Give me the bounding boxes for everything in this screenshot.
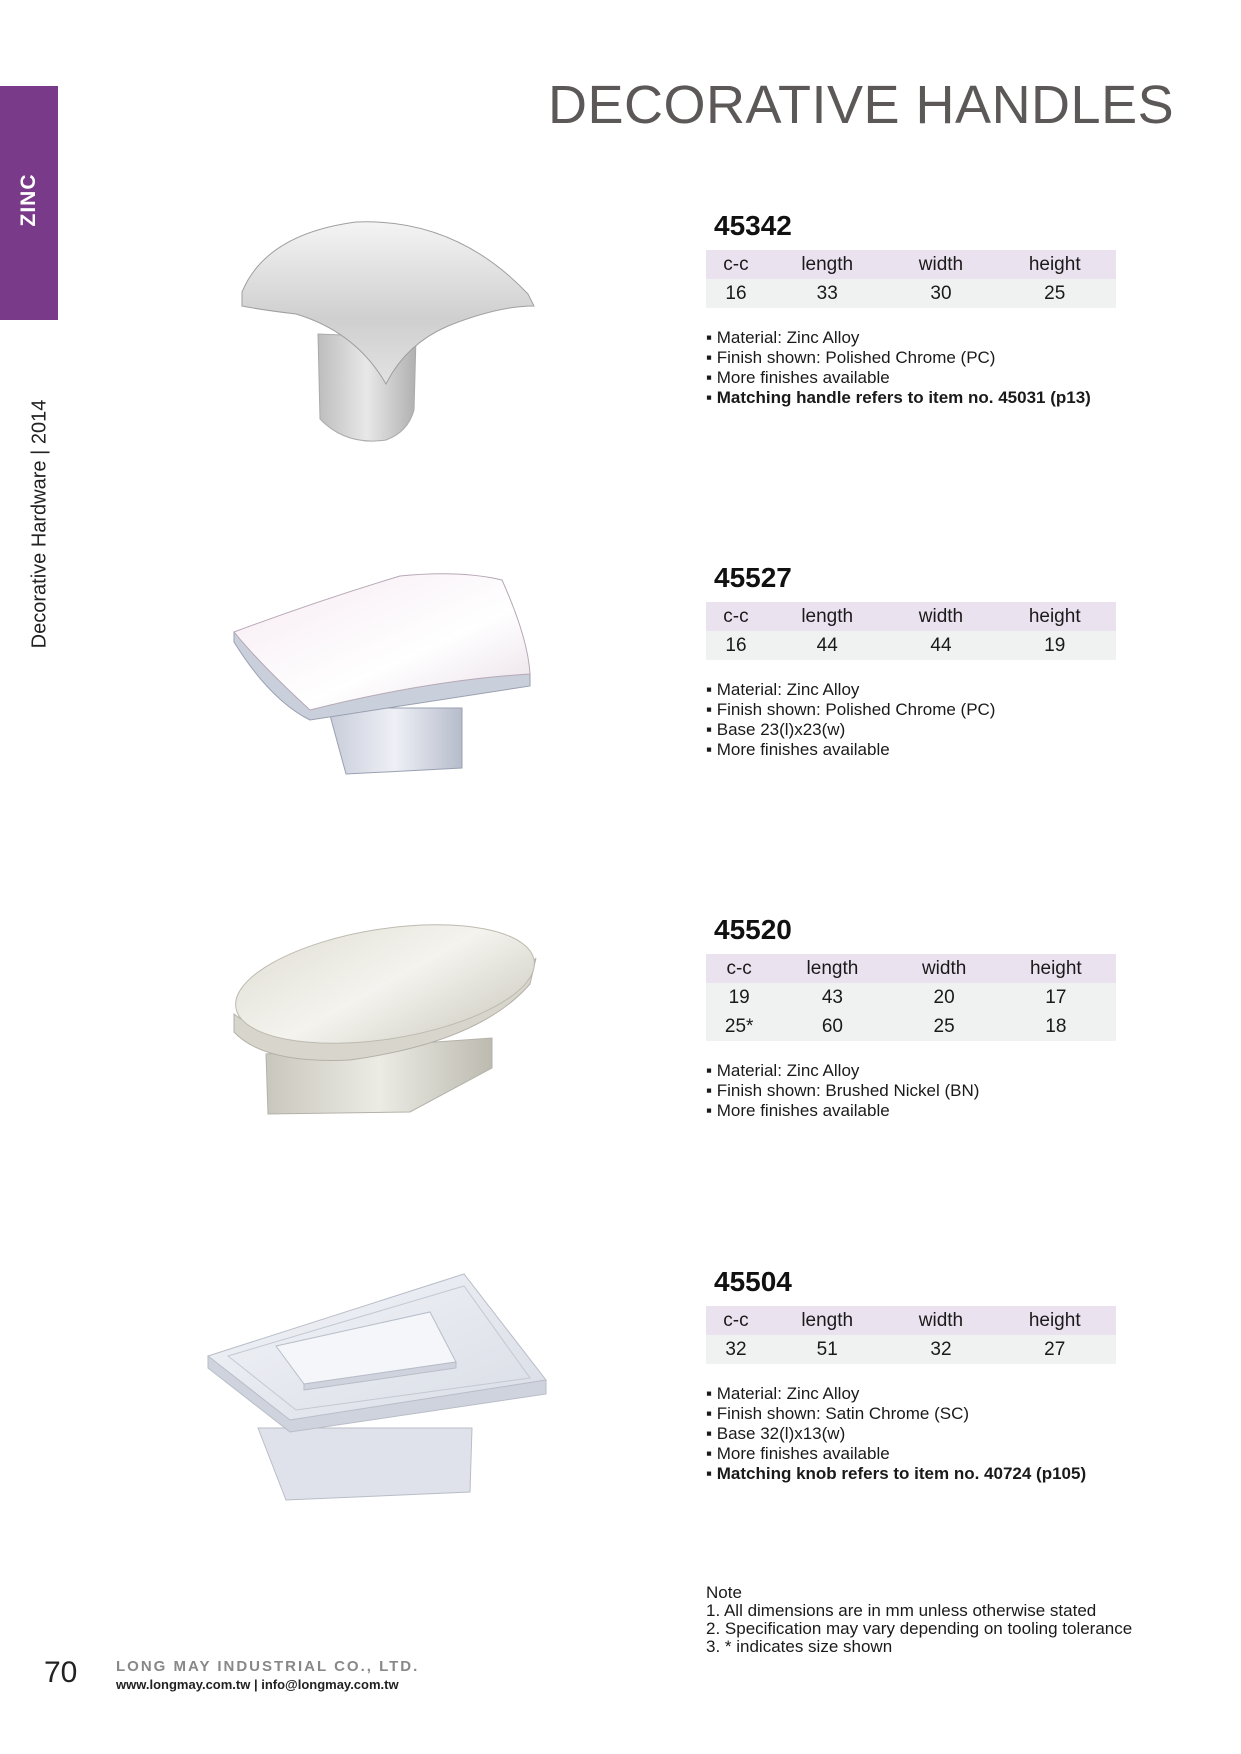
width-value: 25	[893, 1012, 996, 1041]
note-item: 3. * indicates size shown	[706, 1637, 893, 1656]
col-width-header: width	[893, 954, 996, 983]
col-length-header: length	[766, 1306, 889, 1335]
length-value: 60	[772, 1012, 892, 1041]
product-image-45520	[230, 918, 542, 1122]
cc-value: 19	[706, 983, 772, 1012]
catalog-caption: Decorative Hardware | 2014	[28, 399, 51, 649]
feature-item: ▪ Material: Zinc Alloy	[706, 328, 1116, 348]
col-length-header: length	[772, 954, 892, 983]
feature-list	[706, 1061, 1116, 1121]
feature-item: ▪ More finishes available	[706, 740, 1116, 760]
length-value: 44	[766, 631, 889, 660]
col-cc-header: c-c	[706, 250, 766, 279]
product-code: 45504	[714, 1266, 792, 1297]
width-value: 30	[888, 279, 993, 308]
length-value: 51	[766, 1335, 889, 1364]
feature-list	[706, 328, 1116, 408]
cc-value: 25*	[706, 1012, 772, 1041]
col-height-header: height	[993, 250, 1116, 279]
spec-header-row	[706, 602, 1116, 631]
col-height-header: height	[996, 954, 1116, 983]
category-label: ZINC	[17, 173, 40, 227]
feature-item: ▪ Material: Zinc Alloy	[706, 1061, 1116, 1081]
col-height-header: height	[993, 1306, 1116, 1335]
feature-item: ▪ Finish shown: Polished Chrome (PC)	[706, 348, 1116, 368]
spec-row	[706, 983, 1116, 1012]
height-value: 27	[993, 1335, 1116, 1364]
feature-list	[706, 1384, 1116, 1484]
col-cc-header: c-c	[706, 954, 772, 983]
length-value: 33	[766, 279, 889, 308]
spec-row	[706, 631, 1116, 660]
page-title: DECORATIVE HANDLES	[548, 75, 1175, 135]
col-length-header: length	[766, 250, 889, 279]
feature-item: ▪ More finishes available	[706, 368, 1116, 388]
product-block-45342	[706, 210, 1116, 408]
height-value: 17	[996, 983, 1116, 1012]
col-width-header: width	[888, 602, 993, 631]
col-length-header: length	[766, 602, 889, 631]
product-block-45527	[706, 562, 1116, 760]
notes-heading: Note	[706, 1583, 742, 1602]
col-cc-header: c-c	[706, 1306, 766, 1335]
width-value: 20	[893, 983, 996, 1012]
feature-item: ▪ Material: Zinc Alloy	[706, 680, 1116, 700]
note-item: 1. All dimensions are in mm unless otherwise stated	[706, 1601, 1097, 1620]
spec-header-row	[706, 954, 1116, 983]
width-value: 44	[888, 631, 993, 660]
feature-item: ▪ Base 32(l)x13(w)	[706, 1424, 1116, 1444]
cc-value: 16	[706, 279, 766, 308]
product-code: 45527	[714, 562, 792, 593]
spec-header-row	[706, 250, 1116, 279]
height-value: 25	[993, 279, 1116, 308]
feature-item: ▪ Finish shown: Polished Chrome (PC)	[706, 700, 1116, 720]
product-block-45504	[706, 1266, 1116, 1484]
feature-item: ▪ More finishes available	[706, 1101, 1116, 1121]
cc-value: 32	[706, 1335, 766, 1364]
spec-table	[706, 954, 1116, 1041]
spec-row	[706, 1012, 1116, 1041]
spec-row	[706, 279, 1116, 308]
product-image-45504	[206, 1270, 550, 1502]
length-value: 43	[772, 983, 892, 1012]
feature-item-matching: ▪ Matching handle refers to item no. 45031 (p13)	[706, 388, 1116, 408]
width-value: 32	[888, 1335, 993, 1364]
cc-value: 16	[706, 631, 766, 660]
product-image-45342	[236, 214, 536, 454]
col-cc-header: c-c	[706, 602, 766, 631]
company-name: LONG MAY INDUSTRIAL CO., LTD.	[116, 1658, 420, 1675]
spec-table	[706, 250, 1116, 308]
col-width-header: width	[888, 250, 993, 279]
feature-item: ▪ Finish shown: Satin Chrome (SC)	[706, 1404, 1116, 1424]
col-height-header: height	[993, 602, 1116, 631]
feature-item: ▪ Finish shown: Brushed Nickel (BN)	[706, 1081, 1116, 1101]
spec-row	[706, 1335, 1116, 1364]
feature-item: ▪ More finishes available	[706, 1444, 1116, 1464]
product-code: 45520	[714, 914, 792, 945]
company-contact: www.longmay.com.tw | info@longmay.com.tw	[116, 1677, 399, 1692]
feature-item: ▪ Base 23(l)x23(w)	[706, 720, 1116, 740]
page-number: 70	[44, 1656, 78, 1689]
notes	[706, 1584, 1132, 1656]
height-value: 18	[996, 1012, 1116, 1041]
product-image-45527	[230, 568, 540, 780]
spec-header-row	[706, 1306, 1116, 1335]
height-value: 19	[993, 631, 1116, 660]
spec-table	[706, 602, 1116, 660]
col-width-header: width	[888, 1306, 993, 1335]
feature-item: ▪ Material: Zinc Alloy	[706, 1384, 1116, 1404]
spec-table	[706, 1306, 1116, 1364]
note-item: 2. Specification may vary depending on tooling tolerance	[706, 1619, 1133, 1638]
feature-item-matching: ▪ Matching knob refers to item no. 40724 (p105)	[706, 1464, 1116, 1484]
feature-list	[706, 680, 1116, 760]
product-block-45520	[706, 914, 1116, 1121]
product-code: 45342	[714, 210, 792, 241]
